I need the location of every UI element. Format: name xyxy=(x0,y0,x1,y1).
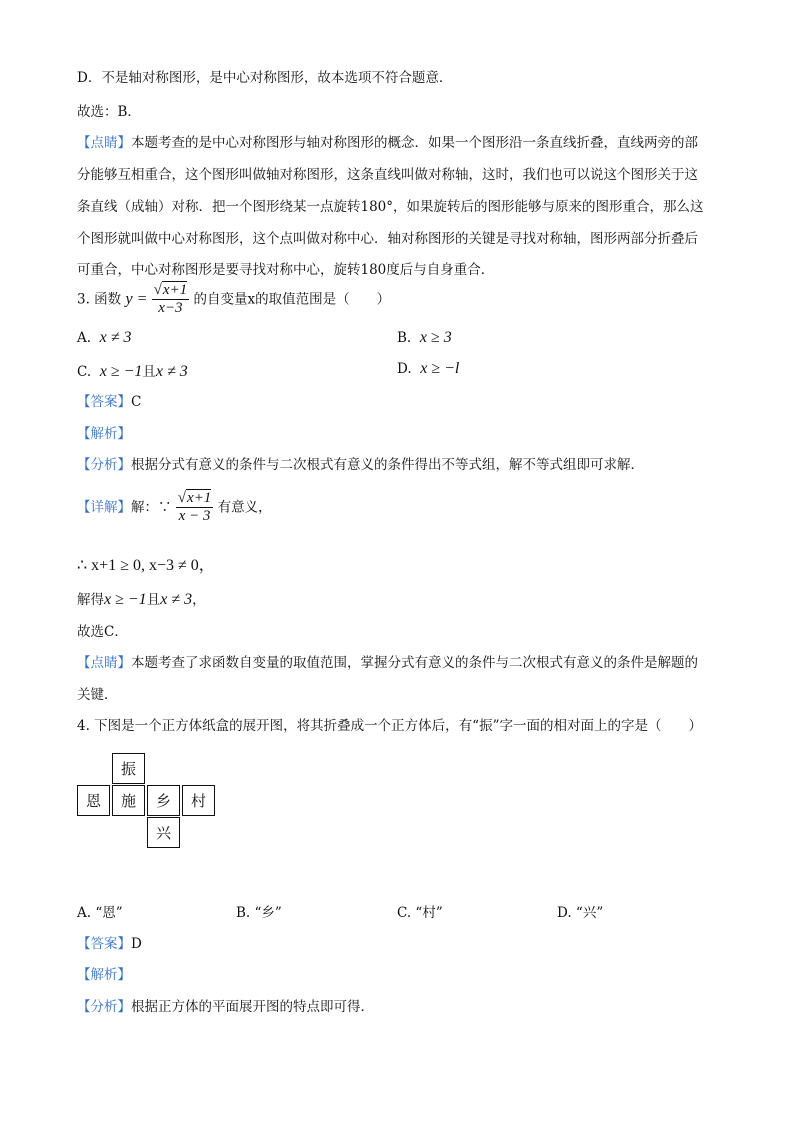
text-line: 故选：B． xyxy=(77,104,141,120)
choose-line: 故选C． xyxy=(77,624,128,640)
option-text: x ≠ 3 xyxy=(155,363,188,380)
analysis-tag: 【解析】 xyxy=(77,426,131,442)
option-c: C. “村” xyxy=(397,905,443,921)
option-d: D. “兴” xyxy=(557,905,604,921)
text-line xyxy=(77,131,698,151)
text: 解得 xyxy=(77,592,104,608)
detail-prefix: 解：∵ xyxy=(131,499,172,516)
text-line: 个图形就叫做中心对称图形，这个点叫做对称中心．轴对称图形的关键是寻找对称轴，图形两部分折叠后 xyxy=(77,231,698,247)
math: x ≠ 3 xyxy=(160,591,193,608)
option-b: B. “乡” xyxy=(236,905,282,921)
option-label: A. xyxy=(77,330,92,346)
function-variable: y = xyxy=(125,290,148,308)
option-c xyxy=(77,360,188,381)
detail-tag: 【详解】 xyxy=(77,499,131,516)
option-a xyxy=(77,329,132,347)
text: 本题考查的是中心对称图形与轴对称图形的概念．如果一个图形沿一条直线折叠，直线两旁的部 xyxy=(131,135,698,151)
answer-line xyxy=(77,932,142,952)
text: 且 xyxy=(146,592,161,608)
analysis-line xyxy=(77,995,374,1015)
option-text: x ≥ −l xyxy=(420,360,460,377)
fraction: $\frac{√x+1}{x - 3}$ xyxy=(177,490,212,525)
fenxi-tag: 【分析】 xyxy=(77,999,131,1015)
answer-tag: 【答案】 xyxy=(77,394,131,410)
detail-suffix: 有意义， xyxy=(217,499,272,516)
option-text: x ≠ 3 xyxy=(99,329,132,346)
analysis-line xyxy=(77,453,644,473)
question-4-stem: 4. 下图是一个正方体纸盒的展开图，将其折叠成一个正方体后，有“振”字一面的相对面上的字是（ ） xyxy=(77,718,702,734)
option-label: B. xyxy=(397,330,412,346)
net-cell: 恩 xyxy=(77,785,110,816)
note-tag: 【点睛】 xyxy=(77,655,131,671)
numerator: x+1 xyxy=(187,490,212,506)
question-number: 3. 函数 xyxy=(77,291,122,308)
text-line: 可重合，中心对称图形是要寻找对称中心，旋转180度后与自身重合． xyxy=(77,262,495,278)
question-3-stem xyxy=(77,282,390,318)
stem-suffix: 的自变量x的取值范围是（ ） xyxy=(193,291,391,308)
option-b xyxy=(397,329,452,347)
analysis-tag: 【解析】 xyxy=(77,967,131,983)
answer-line xyxy=(77,390,141,410)
net-cell: 村 xyxy=(182,785,215,816)
option-label: D. xyxy=(397,361,412,377)
option-text: 且 xyxy=(142,364,156,380)
fraction: $\frac{√x+1}{x-3}$ xyxy=(153,282,188,317)
text-line: 条直线（成轴）对称．把一个图形绕某一点旋转180°，如果旋转后的图形能够与原来的图形重合，那么这 xyxy=(77,199,704,215)
text-line: D．不是轴对称图形，是中心对称图形，故本选项不符合题意． xyxy=(77,70,453,86)
numerator: x+1 xyxy=(162,282,188,298)
option-label: C. xyxy=(77,364,92,380)
option-text: x ≥ −1 xyxy=(99,363,143,380)
denominator: x − 3 xyxy=(178,508,211,525)
note-text: 本题考查了求函数自变量的取值范围，掌握分式有意义的条件与二次根式有意义的条件是解题的 xyxy=(131,655,698,671)
denominator: x−3 xyxy=(158,300,183,317)
text-line: 分能够互相重合，这个图形叫做轴对称图形，这条直线叫做对称轴，这时，我们也可以说这个图形关于这 xyxy=(77,167,698,183)
net-cell: 施 xyxy=(112,785,145,816)
option-text: x ≥ 3 xyxy=(419,329,452,346)
fenxi-tag: 【分析】 xyxy=(77,457,131,473)
net-cell: 乡 xyxy=(147,785,180,816)
text: ， xyxy=(192,592,206,608)
option-a: A. “恩” xyxy=(77,905,123,921)
fenxi-text: 根据分式有意义的条件与二次根式有意义的条件得出不等式组，解不等式组即可求解． xyxy=(131,457,644,473)
note-tag: 【点睛】 xyxy=(77,135,131,151)
note-line xyxy=(77,651,698,671)
solution-step xyxy=(77,588,206,609)
detail-line xyxy=(77,490,272,526)
net-cell: 振 xyxy=(112,753,145,784)
net-cell: 兴 xyxy=(147,817,180,848)
answer-value: D xyxy=(131,936,142,952)
fenxi-text: 根据正方体的平面展开图的特点即可得． xyxy=(131,999,374,1015)
solution-step: ∴ x+1 ≥ 0, x−3 ≠ 0， xyxy=(77,557,215,574)
math: x ≥ −1 xyxy=(104,591,147,608)
answer-tag: 【答案】 xyxy=(77,936,131,952)
answer-value: C xyxy=(131,394,142,410)
note-line: 关键． xyxy=(77,687,118,703)
option-d xyxy=(397,360,459,378)
